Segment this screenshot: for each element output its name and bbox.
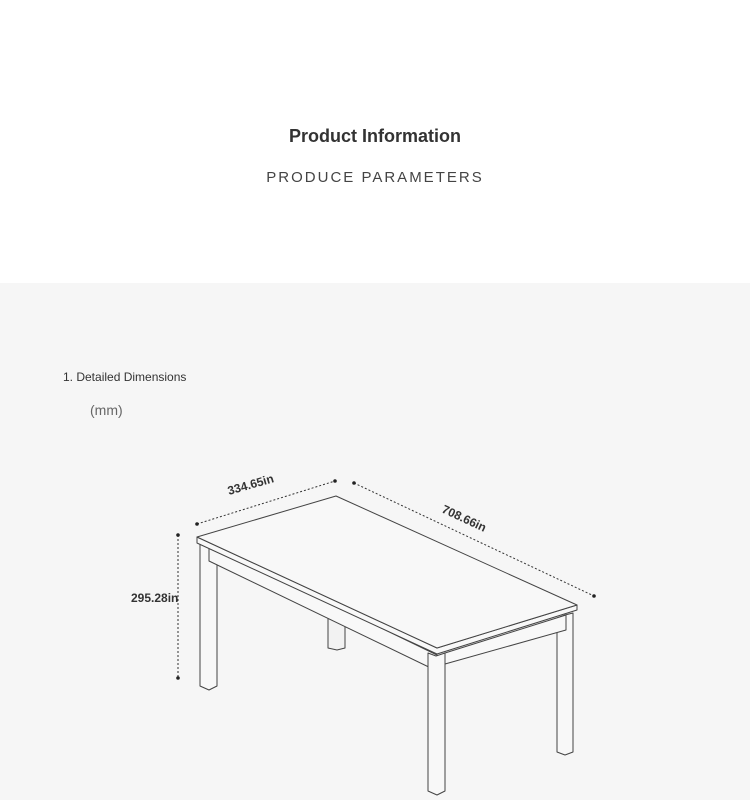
length-label: 708.66in	[439, 502, 489, 535]
table-leg-front	[428, 653, 445, 795]
dimensions-panel	[0, 283, 750, 800]
table-leg-right	[557, 613, 573, 755]
section-title: 1. Detailed Dimensions	[63, 370, 187, 384]
length-dimension-start	[352, 481, 356, 485]
height-label: 295.28in	[131, 591, 179, 605]
length-dimension-end	[592, 594, 596, 598]
unit-label: (mm)	[90, 402, 123, 418]
width-dimension-end	[333, 479, 337, 483]
width-label: 334.65in	[225, 471, 276, 498]
page-subtitle: PRODUCE PARAMETERS	[266, 169, 484, 186]
header-section	[0, 0, 750, 283]
height-dimension-end	[176, 676, 180, 680]
page-title: Product Information	[289, 126, 461, 146]
width-dimension-start	[195, 522, 199, 526]
table-dimension-diagram	[0, 283, 750, 800]
height-dimension-start	[176, 533, 180, 537]
